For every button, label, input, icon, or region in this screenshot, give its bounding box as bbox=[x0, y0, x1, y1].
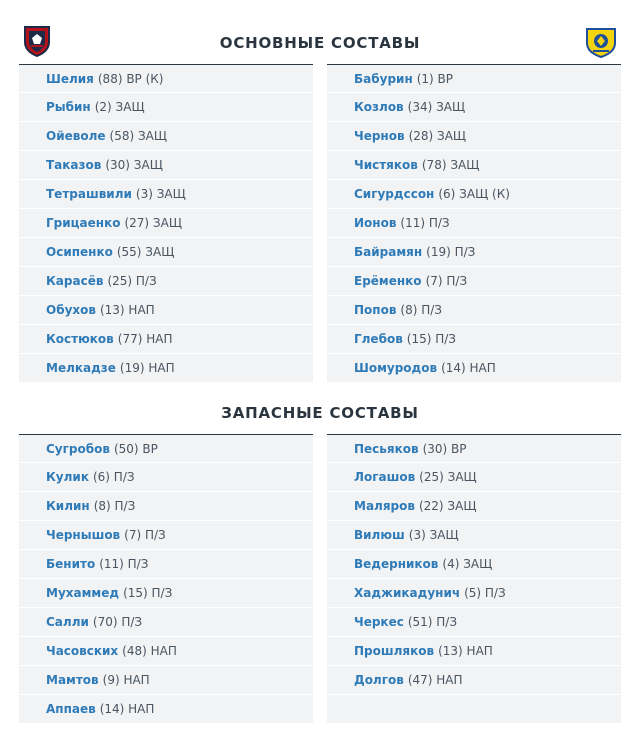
player-number-position: (8) П/З bbox=[400, 303, 442, 317]
player-row bbox=[327, 608, 621, 637]
player-name-link[interactable]: Салли bbox=[46, 615, 89, 629]
player-row bbox=[19, 267, 313, 296]
player-row bbox=[19, 579, 313, 608]
player-number-position: (13) НАП bbox=[438, 644, 493, 658]
player-name-link[interactable]: Мелкадзе bbox=[46, 361, 116, 375]
player-row bbox=[19, 434, 313, 463]
player-number-position: (58) ЗАЩ bbox=[109, 129, 167, 143]
player-name-link[interactable]: Ерёменко bbox=[354, 274, 422, 288]
player-row bbox=[327, 267, 621, 296]
player-number-position: (27) ЗАЩ bbox=[124, 216, 182, 230]
player-number-position: (11) П/З bbox=[99, 557, 149, 571]
player-number-position: (15) П/З bbox=[123, 586, 173, 600]
player-number-position: (3) ЗАЩ bbox=[408, 528, 459, 542]
player-row bbox=[19, 608, 313, 637]
player-number-position: (88) ВР (К) bbox=[97, 71, 164, 86]
player-number-position: (51) П/З bbox=[407, 615, 458, 629]
player-number-position: (5) П/З bbox=[464, 586, 506, 600]
player-row bbox=[327, 521, 621, 550]
player-row bbox=[19, 238, 313, 267]
player-row bbox=[19, 666, 313, 695]
player-name-link[interactable]: Козлов bbox=[354, 100, 404, 114]
player-row bbox=[327, 637, 621, 666]
player-number-position: (14) НАП bbox=[441, 361, 496, 375]
player-row bbox=[19, 64, 313, 93]
player-number-position: (30) ЗАЩ bbox=[105, 158, 163, 172]
player-name-link[interactable]: Тетрашвили bbox=[46, 187, 132, 201]
player-number-position: (48) НАП bbox=[122, 644, 177, 658]
player-name-link[interactable]: Кулик bbox=[46, 470, 89, 484]
player-name-link[interactable]: Чистяков bbox=[354, 158, 418, 172]
player-row bbox=[327, 209, 621, 238]
player-name-link[interactable]: Килин bbox=[46, 499, 90, 513]
player-number-position: (19) НАП bbox=[119, 361, 175, 375]
substitutes-title: ЗАПАСНЫЕ СОСТАВЫ bbox=[221, 404, 419, 422]
player-row bbox=[19, 354, 313, 383]
player-name-link[interactable]: Обухов bbox=[46, 303, 96, 317]
player-name-link[interactable]: Часовских bbox=[46, 644, 119, 658]
player-number-position: (7) П/З bbox=[425, 274, 468, 288]
player-row bbox=[327, 238, 621, 267]
player-name-link[interactable]: Таказов bbox=[46, 158, 102, 172]
player-name-link[interactable]: Маляров bbox=[354, 499, 415, 513]
player-number-position: (7) П/З bbox=[124, 528, 166, 542]
team-crest-icon bbox=[584, 26, 618, 58]
player-row bbox=[327, 550, 621, 579]
player-name-link[interactable]: Прошляков bbox=[354, 644, 435, 658]
player-number-position: (11) П/З bbox=[400, 216, 450, 230]
player-name-link[interactable]: Черкес bbox=[354, 615, 404, 629]
player-name-link[interactable]: Осипенко bbox=[46, 245, 113, 259]
away-substitutes bbox=[327, 434, 621, 724]
player-row bbox=[327, 64, 621, 93]
player-row bbox=[327, 122, 621, 151]
player-name-link[interactable]: Глебов bbox=[354, 332, 403, 346]
player-row bbox=[327, 434, 621, 463]
home-main-lineup bbox=[19, 64, 313, 383]
player-number-position: (3) ЗАЩ bbox=[135, 187, 186, 201]
player-number-position: (25) ЗАЩ bbox=[419, 470, 477, 484]
player-name-link[interactable]: Бенито bbox=[46, 557, 96, 571]
player-row bbox=[19, 93, 313, 122]
player-name-link[interactable]: Грицаенко bbox=[46, 216, 121, 230]
player-number-position: (2) ЗАЩ bbox=[94, 100, 145, 114]
player-row bbox=[327, 492, 621, 521]
player-number-position: (50) ВР bbox=[113, 441, 158, 456]
player-number-position: (78) ЗАЩ bbox=[421, 158, 480, 172]
away-main-lineup bbox=[327, 64, 621, 383]
player-number-position: (30) ВР bbox=[422, 441, 467, 456]
player-row bbox=[327, 296, 621, 325]
player-name-link[interactable]: Ведерников bbox=[354, 557, 439, 571]
player-number-position: (8) П/З bbox=[93, 499, 136, 513]
player-name-link[interactable]: Вилюш bbox=[354, 528, 405, 542]
player-row bbox=[327, 151, 621, 180]
player-number-position: (22) ЗАЩ bbox=[418, 499, 477, 513]
away-team-logo[interactable] bbox=[584, 26, 618, 62]
player-name-link[interactable]: Карасёв bbox=[46, 274, 104, 288]
player-number-position: (25) П/З bbox=[107, 274, 157, 288]
player-name-link[interactable]: Долгов bbox=[354, 673, 404, 687]
player-name-link[interactable]: Ионов bbox=[354, 216, 397, 230]
main-lineups-title: ОСНОВНЫЕ СОСТАВЫ bbox=[219, 34, 421, 52]
player-number-position: (70) П/З bbox=[92, 615, 143, 629]
player-number-position: (1) ВР bbox=[416, 71, 454, 86]
player-number-position: (15) П/З bbox=[406, 332, 457, 346]
player-row bbox=[19, 550, 313, 579]
player-name-link[interactable]: Костюков bbox=[46, 332, 114, 346]
home-substitutes bbox=[19, 434, 313, 724]
player-name-link[interactable]: Сигурдссон bbox=[354, 187, 435, 201]
player-name-link[interactable]: Шомуродов bbox=[354, 361, 438, 375]
player-name-link[interactable]: Мухаммед bbox=[46, 586, 120, 600]
player-number-position: (6) П/З bbox=[92, 470, 135, 484]
player-number-position: (55) ЗАЩ bbox=[116, 245, 175, 259]
player-row bbox=[327, 354, 621, 383]
player-name-link[interactable]: Логашов bbox=[354, 470, 416, 484]
player-name-link[interactable]: Чернышов bbox=[46, 528, 121, 542]
player-number-position: (19) П/З bbox=[426, 245, 476, 259]
player-name-link[interactable]: Мамтов bbox=[46, 673, 99, 687]
player-row bbox=[19, 521, 313, 550]
player-name-link[interactable]: Сугробов bbox=[46, 441, 110, 456]
player-name-link[interactable]: Песьяков bbox=[354, 441, 419, 456]
player-row bbox=[19, 122, 313, 151]
player-row bbox=[19, 492, 313, 521]
player-row bbox=[19, 325, 313, 354]
player-row bbox=[19, 296, 313, 325]
player-name-link[interactable]: Хаджикадунич bbox=[354, 586, 461, 600]
player-row bbox=[19, 695, 313, 724]
substitutes-header bbox=[19, 391, 621, 435]
player-number-position: (34) ЗАЩ bbox=[407, 100, 466, 114]
player-row bbox=[327, 180, 621, 209]
player-row bbox=[19, 463, 313, 492]
player-number-position: (13) НАП bbox=[99, 303, 155, 317]
player-number-position: (6) ЗАЩ (К) bbox=[438, 187, 510, 201]
player-row bbox=[327, 93, 621, 122]
empty-row bbox=[327, 695, 621, 724]
player-row bbox=[19, 151, 313, 180]
player-number-position: (9) НАП bbox=[102, 673, 150, 687]
player-number-position: (28) ЗАЩ bbox=[408, 129, 467, 143]
player-name-link[interactable]: Чернов bbox=[354, 129, 405, 143]
player-name-link[interactable]: Попов bbox=[354, 303, 397, 317]
player-row bbox=[19, 637, 313, 666]
player-number-position: (14) НАП bbox=[99, 702, 155, 716]
player-number-position: (4) ЗАЩ bbox=[442, 557, 493, 571]
player-number-position: (47) НАП bbox=[407, 673, 463, 687]
player-name-link[interactable]: Байрамян bbox=[354, 245, 423, 259]
player-name-link[interactable]: Рыбин bbox=[46, 100, 91, 114]
player-name-link[interactable]: Ойеволе bbox=[46, 129, 106, 143]
player-row bbox=[19, 180, 313, 209]
player-number-position: (77) НАП bbox=[117, 332, 173, 346]
player-name-link[interactable]: Шелия bbox=[46, 71, 94, 86]
player-name-link[interactable]: Аппаев bbox=[46, 702, 96, 716]
player-row bbox=[327, 325, 621, 354]
main-lineups-header bbox=[19, 21, 621, 65]
player-name-link[interactable]: Бабурин bbox=[354, 71, 413, 86]
player-row bbox=[327, 579, 621, 608]
player-row bbox=[327, 463, 621, 492]
player-row bbox=[327, 666, 621, 695]
player-row bbox=[19, 209, 313, 238]
